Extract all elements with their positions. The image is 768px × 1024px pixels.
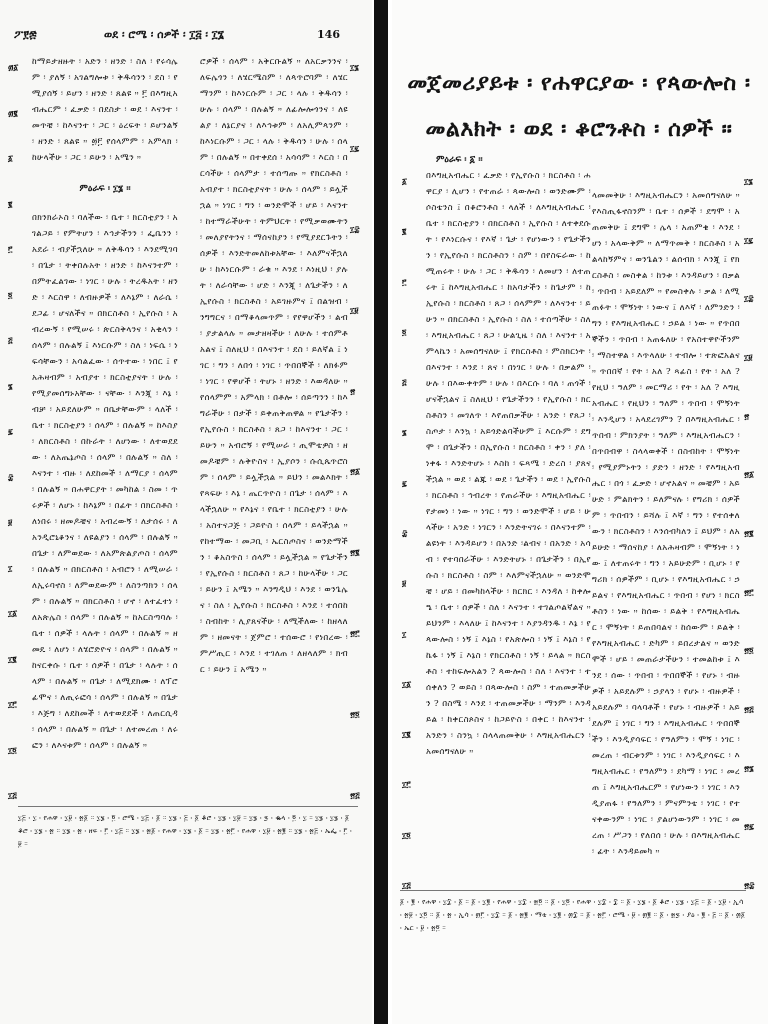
verse-number: ፲፮ xyxy=(350,62,359,72)
verse-number: ፰ xyxy=(402,528,408,538)
verse-number: ፯ xyxy=(8,426,13,436)
verse-number: ፳፬ xyxy=(350,709,360,719)
verse-number: ፳፫ xyxy=(744,587,754,597)
running-title: ወደ ፡ ሮሜ ፡ ሰዎች ፡ ፲፭ ፡ ፲፮ xyxy=(104,28,225,41)
verse-number: ፳፮ xyxy=(744,763,754,773)
verse-number: ፲፩ xyxy=(402,679,412,689)
verse-number: ፩ xyxy=(402,176,407,186)
title-line-2: መልእክት ፡ ወደ ፡ ቆሮንቶስ ፡ ሰዎች ። xyxy=(425,116,733,142)
verse-number: ፲፪ xyxy=(8,654,17,664)
verse-number: ፲፯ xyxy=(350,143,360,153)
verse-number: ፳፰ xyxy=(744,880,755,890)
verse-number: ፩ xyxy=(8,153,13,163)
verse-number: ፪ xyxy=(402,226,407,236)
verse-number: ፲፬ xyxy=(8,745,17,755)
page-number-ethiopic: ፖ፻፷ xyxy=(14,28,37,41)
verse-number: ፲፩ xyxy=(8,608,18,618)
footnote-rule xyxy=(18,806,358,807)
verse-number: ፪ xyxy=(8,199,13,209)
verse-number: ፳፯ xyxy=(744,821,755,831)
verse-number: ፯ xyxy=(402,478,407,488)
verse-number: ፲፪ xyxy=(402,729,411,739)
verse-number: ፲፭ xyxy=(402,880,411,890)
verse-number: ፲፱ xyxy=(350,305,359,315)
verse-number: ፱ xyxy=(8,517,13,527)
right-page xyxy=(392,0,768,1024)
verse-number: ፴፩ xyxy=(8,62,19,72)
verse-number: ፲፬ xyxy=(402,830,411,840)
book-title xyxy=(394,60,764,152)
right-column-1 xyxy=(426,168,591,903)
text-block: ላመመቅሁ ፡ እግዚአብሔርን ፡ አመሰግናለሁ ። የእስጢፋኖስንም ፡ ቤተ ፡ ሰዎች ፡ ደግሞ ፡ አጠመቅሁ ፤ ደግሞ ፡ ሌላ ፡ አጠምቄ ፡ እንደ ፡ ሆነ ፡ አላውቅም ። ለማጥመቅ ፡ ክርስቶስ ፡ አልላከኝምና ፡ ወንጌልን ፡ ልሰብክ ፡ እንጂ ፤ የክርስቶስ ፡ መስቀል ፡ ከንቱ ፡ እንዳይሆን ፡ በቃል ፡ ጥበብ ፡ አይደለም ። የመስቀሉ ፡ ቃል ፡ ለሚጠፉት ፡ ሞኝነት ፡ ነውና ፤ ለእኛ ፡ ለምንድን ፡ ግን ፡ የእግዚአብሔር ፡ ኃይል ፡ ነው ። የጥበበኞችን ፡ ጥበብ ፡ አጠፋለሁ ፡ የአስተዋዮችንም ፡ ማስተዋል ፡ እጥላለሁ ፡ ተብሎ ፡ ተጽፎአልና ። ጥበበኛ ፡ የት ፡ አለ ? ጻፊስ ፡ የት ፡ አለ ? የዚህ ፡ ዓለም ፡ መርማሪ ፡ የት ፡ አለ ? እግዚአብሔር ፡ የዚህን ፡ ዓለም ፡ ጥበብ ፡ ሞኝነት ፡ እንዲሆን ፡ አላደረገምን ? በእግዚአብሔር ፡ ጥበብ ፡ ምክንያት ፡ ዓለም ፡ እግዚአብሔርን ፡ በጥበብዋ ፡ ስላላወቀች ፡ በስብከት ፡ ሞኝነት ፡ የሚያምኑትን ፡ ያድን ፡ ዘንድ ፡ የእግዚአብሔር ፡ በጎ ፡ ፈቃድ ፡ ሆኖአልና ። መቼም ፡ አይሁድ ፡ ምልክትን ፡ ይለምናሉ ፡ የግሪክ ፡ ሰዎችም ፡ ጥበብን ፡ ይሻሉ ፤ እኛ ፡ ግን ፡ የተሰቀለውን ፡ ክርስቶስን ፡ እንሰብካለን ፤ ይህም ፡ ለአይሁድ ፡ ማሰናከያ ፡ ለአሕዛብም ፡ ሞኝነት ፡ ነው ፤ ለተጠሩት ፡ ግን ፡ አይሁድም ፡ ቢሆኑ ፡ የግሪክ ፡ ሰዎችም ፡ ቢሆኑ ፡ የእግዚአብሔር ፡ ኃይልና ፡ የእግዚአብሔር ፡ ጥበብ ፡ የሆነ ፡ ክርስቶስን ፡ ነው ። ከሰው ፡ ይልቅ ፡ የእግዚአብሔር ፡ ሞኝነት ፡ ይጠበባልና ፡ ከሰውም ፡ ይልቅ ፡ የእግዚአብሔር ፡ ድካም ፡ ይበረታልና ። ወንድሞች ፡ ሆይ ፡ መጠራታችሁን ፡ ተመልከቱ ፤ እንደ ፡ ሰው ፡ ጥበብ ፡ ጥበበኞች ፡ የሆኑ ፡ ብዙዎች ፡ አይደሉም ፡ ኃያላን ፡ የሆኑ ፡ ብዙዎች ፡ አይደሉም ፡ ባላባቶች ፡ የሆኑ ፡ ብዙዎች ፡ አይደሉም ፤ ነገር ፡ ግን ፡ እግዚአብሔር ፡ ጥበበኞችን ፡ እንዲያሳፍር ፡ የዓለምን ፡ ሞኝ ፡ ነገር ፡ መረጠ ፡ ብርቱንም ፡ ነገር ፡ እንዲያሳፍር ፡ እግዚአብሔር ፡ የዓለምን ፡ ደካማ ፡ ነገር ፡ መረጠ ፤ እግዚአብሔርም ፡ የሆነውን ፡ ነገር ፡ እንዲያጠፋ ፡ የዓለምን ፡ ምናምንቴ ፡ ነገር ፡ የተናቀውንም ፡ ነገር ፡ ያልሆነውንም ፡ ነገር ፡ መረጠ ፡ ሥጋን ፡ የለበሰ ፡ ሁሉ ፡ በእግዚአብሔር ፡ ፊት ፡ እንዳይመካ ። xyxy=(592,191,740,857)
verse-number: ፫ xyxy=(8,244,13,254)
left-column-2 xyxy=(200,54,348,814)
verse-number: ፫ xyxy=(402,277,407,287)
book-spine xyxy=(374,0,388,1024)
page-number: 146 xyxy=(317,28,340,41)
title-line-1: መጀመሪያይቱ ፡ የሐዋርያው ፡ የጳውሎስ ፡ xyxy=(407,70,751,96)
verse-number: ፬ xyxy=(402,327,407,337)
verse-number: ፬ xyxy=(8,290,13,300)
chapter-heading: ምዕራፍ ፡ ፲፮ ። xyxy=(79,184,131,194)
verse-number: ፲፱ xyxy=(744,352,753,362)
verse-number: ፲፮ xyxy=(744,176,753,186)
verse-number: ፲፰ xyxy=(744,293,754,303)
verse-number: ፳፭ xyxy=(744,704,754,714)
left-page xyxy=(0,0,372,1024)
verse-number: ፳፩ xyxy=(350,466,361,476)
verse-number: ፲ xyxy=(402,629,407,639)
footnotes-right: ፩ ፡ ፪ ፡ የሐዋ ፡ ፲፰ ፡ ፩ ። ፩ ፡ ፲፪ ፡ የሐዋ ፡ ፲፰ ፡ ፳፬ ። ፩ ፡ ፲፬ ፡ የሐዋ ፡ ፲፰ ፡ ፰ ። ፩ ፡ ፲፮ ፡ ፩ ቆሮ ፡ ፲፮ ፡ ፲፭ ። ፩ ፡ ፲፱ ፡ ኢሳ ፡ ፳፱ ፡ ፲፬ ። ፩ ፡ ፳ ፡ ኢሳ ፡ ፴፫ ፡ ፲፰ ። ፩ ፡ ፳፪ ፡ ማቴ ፡ ፲፪ ፡ ፴፰ ። ፩ ፡ ፳፫ ፡ ሮሜ ፡ ፱ ፡ ፴፪ ። ፩ ፡ ፳፯ ፡ ያዕ ፡ ፪ ፡ ፭ ። ፩ ፡ ፴፩ ፡ ኤር ፡ ፱ ፡ ፳፬ ። xyxy=(400,898,746,932)
verse-number: ፳፩ xyxy=(744,469,755,479)
verse-number: ፳፪ xyxy=(350,547,360,557)
left-column-1 xyxy=(32,54,178,814)
verse-number: ፮ xyxy=(8,381,13,391)
verse-number: ፳፬ xyxy=(744,645,754,655)
text-block: ከማይታዘዙት ፡ አድን ፡ ዘንድ ፡ ስለ ፡ የሩሳሌም ፡ ያለኝ ፡ አገልግሎቱ ፡ ቅዱሳንን ፡ ደስ ፡ የሚያሰኝ ፡ ይሆን ፡ ዘንድ ፡ ጸልዩ ። ፫ በእግዚአብሔርም ፡ ፈቃድ ፡ በደስታ ፡ ወደ ፡ እናንተ ፡ መጥቼ ፡ ከእናንተ ፡ ጋር ፡ ዕረፍት ፡ ይሆንልኝ ፡ ዘንድ ፡ ጸልዩ ። ፴፫ የሰላምም ፡ አምላክ ፡ ከሁላችሁ ፡ ጋር ፡ ይሁን ፡ አሜን ። xyxy=(32,57,178,163)
verse-number: ፱ xyxy=(402,578,407,588)
verse-number: ፳፭ xyxy=(350,790,360,800)
footnote-rule xyxy=(400,890,746,891)
text-block: በክንክራኦስ ፡ ባለችው ፡ ቤተ ፡ ክርስቲያን ፡ አገልጋይ ፡ የምትሆን ፡ እኅታችንን ፡ ፌቤንን ፡ አደራ ፡ ብያችኋለሁ ። ለቅዱሳን ፡ እንደሚገባ ፡ በጌታ ፡ ትቀበሉአት ፡ ዘንድ ፡ ከእናንተም ፡ በምትፈልገው ፡ ነገር ፡ ሁሉ ፡ ትረዱአት ፡ ዘንድ ፡ እርስዋ ፡ ለብዙዎች ፡ ለእኔም ፡ ለራሴ ፡ ደጋፊ ፡ ሆናለችና ። በክርስቶስ ፡ ኢየሱስ ፡ አብረውኝ ፡ የሚሠሩ ፡ ጵርስቅላንና ፡ አቂላን ፡ ሰላም ፡ በሉልኝ ፤ እነርሱም ፡ ስለ ፡ ነፍሴ ፡ ነፍሳቸውን ፡ አሳልፈው ፡ ሰጥተው ፡ ነበር ፤ የአሕዛብም ፡ አብያተ ፡ ክርስቲያናት ፡ ሁሉ ፡ የሚያመሰግኑአቸው ፡ ናቸው ፡ እንጂ ፡ እኔ ፡ ብቻ ፡ አይደለሁም ። በቤታቸውም ፡ ላለች ፡ ቤተ ፡ ክርስቲያን ፡ ሰላም ፡ በሉልኝ ። ከእስያ ፡ ለክርስቶስ ፡ በኩራት ፡ ለሆነው ፡ ለተወደደው ፡ ለአጤኔጦስ ፡ ሰላም ፡ በሉልኝ ። ስለ ፡ እናንተ ፡ ብዙ ፡ ለደከመች ፡ ለማርያ ፡ ሰላም ፡ በሉልኝ ። በሐዋርያት ፡ መካከል ፡ ስመ ፡ ጥሩዎች ፡ ለሆኑ ፡ ከእኔም ፡ በፊት ፡ በክርስቶስ ፡ ለነበሩ ፡ ዘመዶቼና ፡ አብረውኝ ፡ ለታሰሩ ፡ ለአንዲሮኒቆንና ፡ ለዩልያን ፡ ሰላም ፡ በሉልኝ ። በጌታ ፡ ለምወደው ፡ ለአምጵልያጦስ ፡ ሰላም ፡ በሉልኝ ። በክርስቶስ ፡ አብሮን ፡ ለሚሠራ ፡ ለኢሩባኖስ ፡ ለምወደውም ፡ ለስንጣክን ፡ ሰላም ፡ በሉልኝ ። በክርስቶስ ፡ ሆኖ ፡ ለተፈተነ ፡ ለአጵሌስ ፡ ሰላም ፡ በሉልኝ ። ከአርስጣባሉ ፡ ቤተ ፡ ሰዎች ፡ ላሉት ፡ ሰላም ፡ በሉልኝ ። ዘመዴ ፡ ለሆነ ፡ ለሄሮድዮና ፡ ሰላም ፡ በሉልኝ ። ከናርቀሱ ፡ ቤተ ፡ ሰዎች ፡ በጌታ ፡ ላሉት ፡ ሰላም ፡ በሉልኝ ። በጌታ ፡ ለሚደክሙ ፡ ለፕሮፊሞና ፡ ለጢሩፎሳ ፡ ሰላም ፡ በሉልኝ ። በጌታ ፡ እጅግ ፡ ለደከመች ፡ ለተወደደች ፡ ለጠርሲዳ ፡ ሰላም ፡ በሉልኝ ። በጌታ ፡ ለተመረጠ ፡ ለሩፎን ፡ ለእናቱም ፡ ሰላም ፡ በሉልኝ ። xyxy=(32,213,178,751)
verse-number: ፲፯ xyxy=(744,235,754,245)
verse-number: ፲፫ xyxy=(402,779,411,789)
text-block: በእግዚአብሔር ፡ ፈቃድ ፡ የኢየሱስ ፡ ክርስቶስ ፡ ሐዋርያ ፡ ሊሆን ፡ የተጠራ ፡ ጳውሎስ ፡ ወንድሙም ፡ ሶስቴንስ ፤ በቆሮንቶስ ፡ ላለች ፡ ለእግዚአብሔር ፡ ቤተ ፡ ክርስቲያን ፡ በክርስቶስ ፡ ኢየሱስ ፡ ለተቀደሱት ፡ የእነርሱና ፡ የእኛ ፡ ጌታ ፡ የሆነውን ፡ የጌታችንን ፡ የኢየሱስ ፡ ክርስቶስን ፡ ስም ፡ በየስፍራው ፡ ከሚጠሩት ፡ ሁሉ ፡ ጋር ፡ ቅዱሳን ፡ ለመሆን ፡ ለተጠሩት ፤ ከእግዚአብሔር ፡ ከአባታችን ፡ ከጌታም ፡ ከኢየሱስ ፡ ክርስቶስ ፡ ጸጋ ፡ ሰላምም ፡ ለእናንተ ፡ ይሁን ። በክርስቶስ ፡ ኢየሱስ ፡ ስለ ፡ ተሰጣችሁ ፡ ስለ ፡ እግዚአብሔር ፡ ጸጋ ፡ ሁልጊዜ ፡ ስለ ፡ እናንተ ፡ አምላኬን ፡ አመሰግናለሁ ፤ የክርስቶስ ፡ ምስክርነት ፡ በእናንተ ፡ እንደ ፡ ጸና ፡ በነገር ፡ ሁሉ ፡ በቃልም ፡ ሁሉ ፡ በእውቀትም ፡ ሁሉ ፡ በእርሱ ፡ ባለ ፡ ጠጎች ፡ ሆናችኋልና ፤ ስለዚህ ፡ የጌታችንን ፡ የኢየሱስ ፡ ክርስቶስን ፡ መገለጥ ፡ እየጠበቃችሁ ፡ አንድ ፡ የጸጋ ፡ ስጦታ ፡ እንኳ ፡ አይጎድልባችሁም ፤ እርሱም ፡ ደግሞ ፡ በጌታችን ፡ በኢየሱስ ፡ ክርስቶስ ፡ ቀን ፡ ያለ ፡ ነቀፋ ፡ እንድትሆኑ ፡ እስከ ፡ ፍጻሜ ፡ ድረስ ፡ ያጸናችኋል ። ወደ ፡ ልጁ ፡ ወደ ፡ ጌታችን ፡ ወደ ፡ ኢየሱስ ፡ ክርስቶስ ፡ ኅብረት ፡ የጠራችሁ ፡ እግዚአብሔር ፡ የታመነ ፡ ነው ። ነገር ፡ ግን ፡ ወንድሞች ፡ ሆይ ፡ ሁላችሁ ፡ አንድ ፡ ነገርን ፡ እንድትናገሩ ፡ በእናንተም ፡ ልዩነት ፡ እንዳይሆን ፡ በአንድ ፡ልብና ፡ በአንድ ፡ አሳብ ፡ የተባበራችሁ ፡ እንድትሆኑ ፡ በጌታችን ፡ በኢየሱስ ፡ ክርስቶስ ፡ ስም ፡ እለምናችኋለሁ ። ወንድሞቼ ፡ ሆይ ፡ በመካከላችሁ ፡ ክርክር ፡ እንዳለ ፡ ከቀሎዔ ፡ ቤተ ፡ ሰዎች ፡ ስለ ፡ እናንተ ፡ ተገልጦልኛልና ። ይህንም ፡ እላለሁ ፤ ከእናንተ ፡ እያንዳንዱ ፡ እኔ ፡ የጳውሎስ ፡ ነኝ ፤ እኔስ ፡ የአጵሎስ ፡ ነኝ ፤ እኔስ ፡ የኬፋ ፡ ነኝ ፤ እኔስ ፡ የክርስቶስ ፡ ነኝ ፡ ይላል ። ክርስቶስ ፡ ተከፍሎአልን ? ጳውሎስ ፡ ስለ ፡ እናንተ ፡ ተሰቀለን ? ወይስ ፡ በጳውሎስ ፡ ስም ፡ ተጠመቃችሁን ? በስሜ ፡ እንደ ፡ ተጠመቃችሁ ፡ ማንም ፡ እንዳይል ፡ ከቀርስጶስና ፡ ከጋይዮስ ፡ በቀር ፡ ከእናንተ ፡ አንድን ፡ ስንኳ ፡ ስላላጠመቅሁ ፡ እግዚአብሔርን ፡ አመሰግናለሁ ። xyxy=(426,171,591,757)
verse-number: ፭ xyxy=(8,335,13,345)
verse-number: ፮ xyxy=(402,427,407,437)
verse-number: ፲፫ xyxy=(8,699,17,709)
verse-number: ፳ xyxy=(744,411,750,421)
verse-number: ፳፪ xyxy=(744,528,754,538)
verse-number: ፳ xyxy=(350,386,356,396)
running-head-left xyxy=(14,20,358,42)
verse-number: ፴፪ xyxy=(8,108,18,118)
verse-number: ፲ xyxy=(8,563,13,573)
footnotes-left: ፲፭ ፡ ፲ ፡ የሐዋ ፡ ፲፱ ፡ ፳፩ ። ፲፮ ፡ ፬ ፡ ሮሜ ፡ ፲፭ ፡ ፩ ። ፲፮ ፡ ፭ ፡ ፩ ቆሮ ፡ ፲፮ ፡ ፲፱ ። ፲፮ ፡ ፯ ፡ ቈላ ፡ ፬ ፡ ፲ ። ፲፮ ፡ ፲፮ ፡ ፩ ቆሮ ፡ ፲፮ ፡ ፳ ። ፲፮ ፡ ፳ ፡ ዘፍ ፡ ፫ ፡ ፲፭ ። ፲፮ ፡ ፳፩ ፡ የሐዋ ፡ ፲፮ ፡ ፩ ። ፲፮ ፡ ፳፫ ፡ የሐዋ ፡ ፲፱ ፡ ፳፪ ። ፲፮ ፡ ፳፭ ፡ ኤፌ ፡ ፫ ፡ ፱ ። xyxy=(18,814,352,848)
text-block: ሮዎች ፡ ሰላም ፡ አቅርቡልኝ ። ለአርቃንንና ፡ ለፍሌጎን ፡ ለሄርሜስም ፡ ለጳጥሮባም ፡ ለሄርማንም ፡ ከእነርሱም ፡ ጋር ፡ ላሉ ፡ ቅዱሳን ፡ ሁሉ ፡ ሰላም ፡ በሉልኝ ። ለፊሎሎጎንና ፡ ለዩልያ ፡ ለኔርያና ፡ ለእኅቱም ፡ ለአሊምጳንም ፡ ከእነርሱም ፡ ጋር ፡ ላሉ ፡ ቅዱሳን ፡ ሁሉ ፡ ሰላም ፡ በሉልኝ ። በተቀደሰ ፡ አሳሳም ፡ እርስ ፡ በርሳችሁ ፡ ሰላምታ ፡ ተሰጣጡ ። የክርስቶስ ፡ አብያተ ፡ ክርስቲያናት ፡ ሁሉ ፡ ሰላም ፡ ይሏችኋል ። ነገር ፡ ግን ፡ ወንድሞች ፡ ሆይ ፡ እናንተ ፡ ከተማራችሁት ፡ ትምህርት ፡ የሚቃወሙትን ፡ መለያየትንና ፡ ማሰናከያን ፡ የሚያደርጉትን ፡ ሰዎች ፡ እንድትመለከቱአቸው ፡ እለምናችኋለሁ ፡ ከእነርሱም ፡ ራቁ ። እንደ ፡ እነዚህ ፡ ያሉት ፡ ለራሳቸው ፡ ሆድ ፡ እንጂ ፡ ለጌታችን ፡ ለኢየሱስ ፡ ክርስቶስ ፡ አይገዙምና ፤ በልዝብ ፡ ንግግርና ፡ በማቆላመጥም ፡ የየዋሆችን ፡ ልብ ፡ ያታልላሉ ። መታዘዛችሁ ፡ ለሁሉ ፡ ተሰምቶአልና ፤ ስለዚህ ፡ በእናንተ ፡ ደስ ፡ ይለኛል ፤ ነገር ፡ ግን ፡ ለበጎ ፡ ነገር ፡ ጥበበኞች ፡ ለክፉም ፡ ነገር ፡ የዋሆች ፡ ትሆኑ ፡ ዘንድ ፡ እወዳለሁ ። የሰላምም ፡ አምላክ ፡ በቶሎ ፡ ሰይጣንን ፡ ከእግራችሁ ፡ በታች ፡ ይቀጠቅጠዋል ። የጌታችን ፡ የኢየሱስ ፡ ክርስቶስ ፡ ጸጋ ፡ ከእናንተ ፡ ጋር ፡ ይሁን ። አብሮኝ ፡ የሚሠራ ፡ ጢሞቴዎስ ፡ ዘመዶቼም ፡ ሉቅዮስና ፡ ኢያሶን ፡ ሱሲጴጥሮስም ፡ ሰላም ፡ ይሏችኋል ። ይህን ፡ መልእክት ፡ የጻፍሁ ፡ እኔ ፡ ጤርጥዮስ ፡ በጌታ ፡ ሰላም ፡ እላችኋለሁ ። የእኔና ፡ የቤተ ፡ ክርስቲያን ፡ ሁሉ ፡ አስተናጋጅ ፡ ጋይዮስ ፡ ሰላም ፡ ይላችኋል ። የከተማው ፡ መጋቢ ፡ ኤርስጦስና ፡ ወንድማችን ፡ ቆአስጥስ ፡ ሰላም ፡ ይሏችኋል ። የጌታችን ፡ የኢየሱስ ፡ ክርስቶስ ፡ ጸጋ ፡ ከሁላችሁ ፡ ጋር ፡ ይሁን ፤ አሜን ። እንግዲህ ፡ እንደ ፡ ወንጌሌና ፡ ስለ ፡ ኢየሱስ ፡ ክርስቶስ ፡ እንደ ፡ ተሰበከ ፡ ስብከት ፡ ሊያጸናችሁ ፡ ለሚችለው ፡ ከዘላለም ፡ ዘመናት ፡ ጀምሮ ፡ ተሰውሮ ፡ የነበረው ፡ ምሥጢር ፡ እንደ ፡ ተገለጠ ፡ ለዘላለም ፡ ክብር ፡ ይሁን ፤ አሜን ። xyxy=(200,57,348,675)
chapter-heading: ምዕራፍ ፡ ፩ ። xyxy=(436,155,483,165)
verse-number: ፭ xyxy=(402,377,407,387)
verse-number: ፲፭ xyxy=(8,790,17,800)
right-column-2 xyxy=(592,188,740,903)
verse-number: ፰ xyxy=(8,472,14,482)
verse-number: ፲፰ xyxy=(350,224,360,234)
verse-number: ፳፫ xyxy=(350,628,360,638)
